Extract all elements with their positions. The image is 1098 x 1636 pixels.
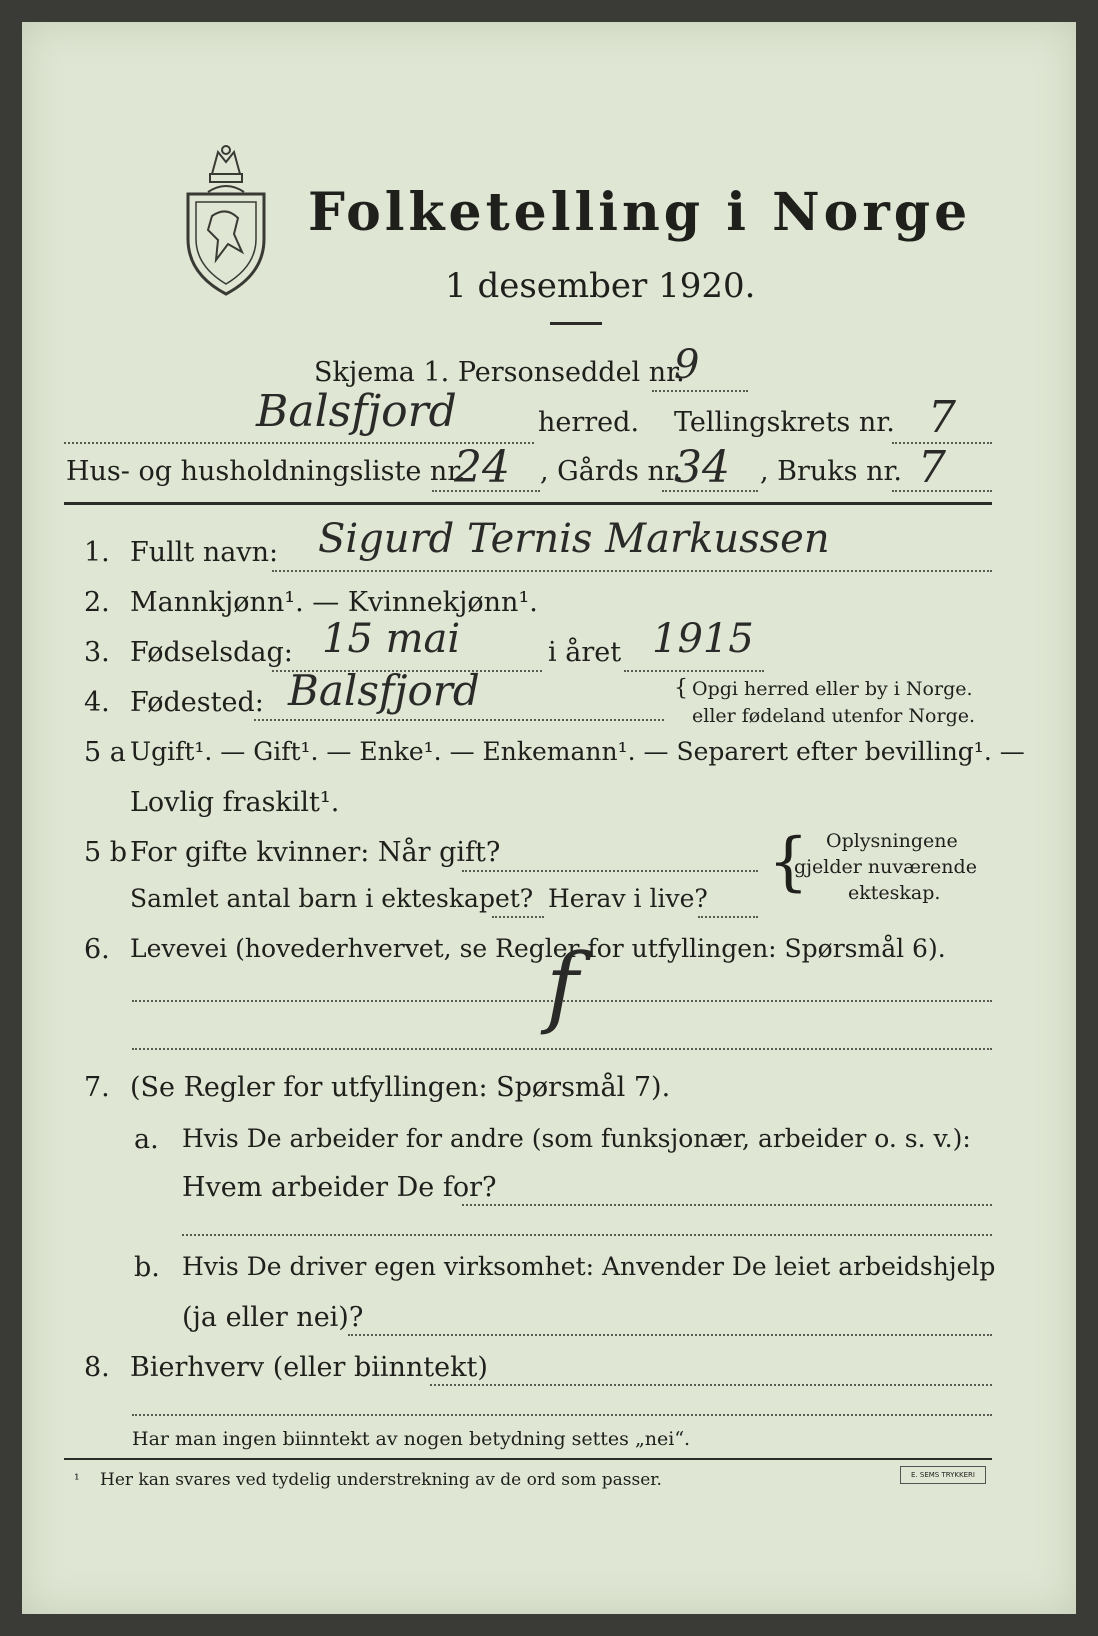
q6-number: 6. (84, 934, 110, 965)
q6-label: Levevei (hovederhvervet, se Regler for utfyllingen: Spørsmål 6). (130, 934, 946, 963)
q5a-label: Ugift¹. — Gift¹. — Enke¹. — Enkemann¹. — Separert efter bevilling¹. — (130, 737, 1025, 766)
hus-value: 24 (454, 442, 510, 493)
q5b-note-brace: { (768, 825, 809, 899)
q4-note-brace: { (674, 676, 688, 701)
q1-field[interactable] (272, 570, 992, 572)
q5b-when-field[interactable] (462, 870, 758, 872)
schema-label: Skjema 1. Personseddel nr. (314, 357, 685, 388)
form-date: 1 desember 1920. (445, 266, 756, 306)
q4-note-line1: Opgi herred eller by i Norge. (692, 678, 973, 700)
q6-value: f (546, 934, 579, 1037)
q5b-note-line1: Oplysningene (826, 830, 958, 852)
q8-note: Har man ingen biinntekt av nogen betydning settes „nei“. (132, 1428, 691, 1450)
q5b-note-line3: ekteskap. (848, 882, 941, 904)
header-divider (64, 502, 992, 505)
q2-number: 2. (84, 587, 110, 618)
q4-number: 4. (84, 687, 110, 718)
gards-label: , Gårds nr. (540, 456, 684, 487)
bruks-value: 7 (918, 442, 946, 493)
q7-number: 7. (84, 1072, 110, 1103)
q7a-label-2: Hvem arbeider De for? (182, 1172, 497, 1203)
title-divider (550, 322, 602, 325)
krets-value: 7 (928, 392, 956, 443)
q3-year-label: i året (548, 637, 622, 668)
herred-value: Balsfjord (256, 386, 457, 437)
norway-coat-of-arms-icon (182, 144, 270, 296)
q7b-label-2: (ja eller nei)? (182, 1302, 364, 1333)
q5a-number: 5 a (84, 737, 126, 768)
q5b-number: 5 b (84, 837, 128, 868)
printer-stamp-text: E. SEMS TRYKKERI (911, 1471, 975, 1479)
q5b-label: For gifte kvinner: Når gift? (130, 837, 501, 868)
q6-field-line2[interactable] (132, 1048, 992, 1050)
q5b-children-field[interactable] (492, 916, 544, 918)
bruks-label: , Bruks nr. (760, 456, 903, 487)
q3-number: 3. (84, 637, 110, 668)
schema-number-value: 9 (674, 342, 700, 388)
q4-label: Fødested: (130, 687, 264, 718)
q5b-label-3: Herav i live? (548, 884, 708, 913)
q8-number: 8. (84, 1352, 110, 1383)
q5b-alive-field[interactable] (698, 916, 758, 918)
q5a-label-2: Lovlig fraskilt¹. (130, 787, 340, 818)
q7b-field[interactable] (348, 1334, 992, 1336)
q1-label: Fullt navn: (130, 537, 279, 568)
q1-value: Sigurd Ternis Markussen (318, 516, 830, 562)
census-form (22, 22, 1076, 1614)
gards-value: 34 (674, 442, 730, 493)
q1-number: 1. (84, 537, 110, 568)
footer-divider (64, 1458, 992, 1460)
q7a-letter: a. (134, 1124, 159, 1155)
printer-stamp (900, 1466, 986, 1484)
q8-label: Bierhverv (eller biinntekt) (130, 1352, 488, 1383)
q3-label: Fødselsdag: (130, 637, 293, 668)
q5b-note-line2: gjelder nuværende (794, 856, 977, 878)
q7b-letter: b. (134, 1252, 160, 1283)
q7a-field-line1[interactable] (462, 1204, 992, 1206)
hus-label: Hus- og husholdningsliste nr. (66, 456, 466, 487)
schema-number-field[interactable] (652, 390, 748, 392)
form-title: Folketelling i Norge (308, 182, 972, 243)
q4-note-line2: eller fødeland utenfor Norge. (692, 705, 976, 727)
krets-label: Tellingskrets nr. (674, 407, 895, 438)
q7b-label: Hvis De driver egen virksomhet: Anvender De leiet arbeidshjelp (182, 1252, 996, 1281)
herred-label: herred. (538, 407, 640, 438)
q5b-label-2: Samlet antal barn i ekteskapet? (130, 884, 534, 913)
q3-year-value: 1915 (652, 616, 754, 662)
q8-field-line2[interactable] (132, 1414, 992, 1416)
q7-label: (Se Regler for utfyllingen: Spørsmål 7). (130, 1072, 671, 1103)
footnote-text: Her kan svares ved tydelig understrekning av de ord som passer. (100, 1470, 662, 1490)
q3-value: 15 mai (322, 616, 461, 662)
q7a-label: Hvis De arbeider for andre (som funksjonær, arbeider o. s. v.): (182, 1124, 971, 1153)
q8-field-line1[interactable] (430, 1384, 992, 1386)
q2-label: Mannkjønn¹. — Kvinnekjønn¹. (130, 587, 538, 618)
q7a-field-line2[interactable] (182, 1234, 992, 1236)
footnote-mark: ¹ (74, 1472, 80, 1488)
q4-field[interactable] (254, 719, 664, 721)
q3-year-field[interactable] (624, 670, 764, 672)
q4-value: Balsfjord (288, 666, 480, 715)
